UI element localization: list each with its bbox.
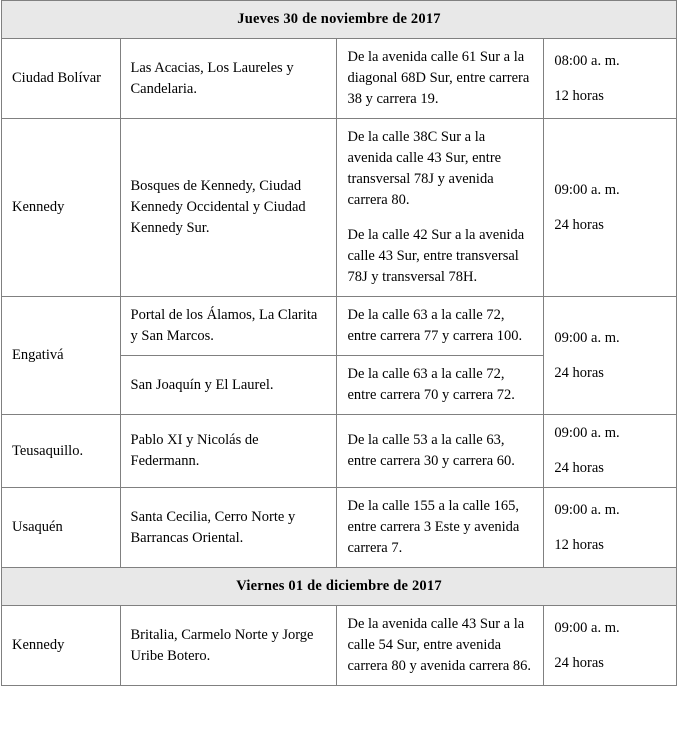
neighborhoods-cell [120, 356, 337, 415]
time-start: 09:00 a. m. [554, 329, 620, 346]
neighborhoods-cell [120, 606, 337, 686]
time-duration: 24 horas [554, 216, 604, 233]
section-header-date: Jueves 30 de noviembre de 2017 [2, 1, 677, 39]
neighborhoods-cell [120, 39, 337, 119]
section-header-row [2, 1, 677, 39]
locality-cell: Engativá [2, 297, 121, 415]
limits-text: De la calle 38C Sur a la avenida calle 43 Sur, entre transversal 78J y avenida carrera 80. [347, 129, 502, 209]
neighborhood-text: Pablo XI y Nicolás de Federmann. [130, 432, 259, 470]
neighborhoods-cell [120, 297, 337, 356]
neighborhoods-cell [120, 119, 337, 297]
time-start: 09:00 a. m. [554, 619, 620, 636]
limits-text: De la calle 63 a la calle 72, entre carrera 77 y carrera 100. [347, 307, 523, 345]
limits-text: De la calle 155 a la calle 165, entre carrera 3 Este y avenida carrera 7. [347, 498, 520, 557]
limits-cell [337, 415, 544, 488]
limits-cell [337, 119, 544, 297]
limits-cell [337, 297, 544, 356]
limits-text: De la calle 63 a la calle 72, entre carrera 70 y carrera 72. [347, 366, 515, 404]
time-start: 09:00 a. m. [554, 181, 620, 198]
neighborhood-text: Las Acacias, Los Laureles y Candelaria. [130, 59, 294, 97]
section-header-date: Viernes 01 de diciembre de 2017 [2, 568, 677, 606]
neighborhood-text: Portal de los Álamos, La Clarita y San Marcos. [130, 307, 318, 345]
neighborhood-text: Bosques de Kennedy, Ciudad Kennedy Occidental y Ciudad Kennedy Sur. [130, 178, 306, 237]
time-duration: 24 horas [554, 654, 604, 671]
locality-cell: Kennedy [2, 606, 121, 686]
time-start: 09:00 a. m. [554, 501, 620, 518]
time-cell [544, 119, 677, 297]
time-cell [544, 606, 677, 686]
time-start: 08:00 a. m. [554, 52, 620, 69]
time-cell [544, 39, 677, 119]
time-duration: 24 horas [554, 364, 604, 381]
neighborhood-text: San Joaquín y El Laurel. [130, 376, 274, 393]
locality-cell: Teusaquillo. [2, 415, 121, 488]
neighborhoods-cell [120, 415, 337, 488]
neighborhoods-cell [120, 488, 337, 568]
locality-cell: Ciudad Bolívar [2, 39, 121, 119]
table-row [2, 606, 677, 686]
time-duration: 24 horas [554, 460, 604, 477]
limits-cell [337, 488, 544, 568]
limits-text: De la calle 53 a la calle 63, entre carrera 30 y carrera 60. [347, 432, 515, 470]
limits-cell [337, 606, 544, 686]
table-row [2, 39, 677, 119]
table-row [2, 119, 677, 297]
schedule-table-body [2, 1, 677, 686]
table-row [2, 415, 677, 488]
time-duration: 12 horas [554, 536, 604, 553]
limits-text: De la calle 42 Sur a la avenida calle 43 Sur, entre transversal 78J y transversal 78H. [347, 227, 525, 286]
time-cell [544, 297, 677, 415]
locality-cell: Usaquén [2, 488, 121, 568]
limits-text: De la avenida calle 43 Sur a la calle 54 Sur, entre avenida carrera 80 y avenida carrera 86. [347, 616, 532, 675]
time-start: 09:00 a. m. [554, 425, 620, 442]
water-outage-schedule-table [1, 0, 677, 686]
time-cell [544, 415, 677, 488]
neighborhood-text: Britalia, Carmelo Norte y Jorge Uribe Botero. [130, 626, 314, 664]
locality-cell: Kennedy [2, 119, 121, 297]
neighborhood-text: Santa Cecilia, Cerro Norte y Barrancas Oriental. [130, 508, 296, 546]
section-header-row [2, 568, 677, 606]
table-row [2, 488, 677, 568]
time-duration: 12 horas [554, 87, 604, 104]
limits-cell [337, 356, 544, 415]
limits-text: De la avenida calle 61 Sur a la diagonal 68D Sur, entre carrera 38 y carrera 19. [347, 49, 530, 108]
limits-cell [337, 39, 544, 119]
time-cell [544, 488, 677, 568]
table-row [2, 297, 677, 356]
